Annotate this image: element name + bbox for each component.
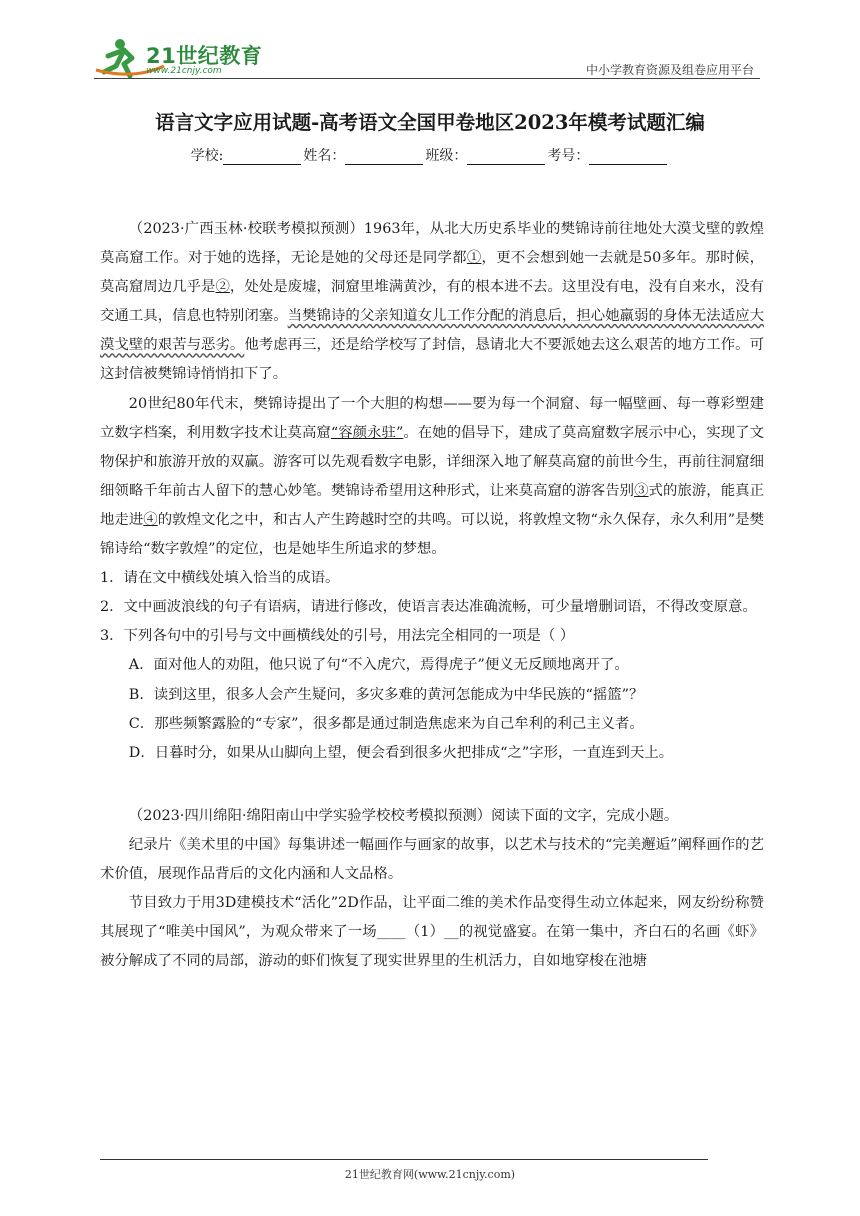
blank-3: ③ — [634, 482, 649, 499]
passage1-paragraph2: 20世纪80年代末，樊锦诗提出了一个大胆的构想——要为每一个洞窟、每一幅壁画、每一尊彩塑建立数字档案，利用数字技术让莫高窟“容颜永驻”。在她的倡导下，建成了莫高窟数字展示中心，实现了文物保护和旅游开放的双赢。游客可以先观看数字电影，详细深入地了解莫高窟的前世今生，再前往洞窟细细领略千年前古人留下的慧心妙笔。樊锦诗希望用这种形式，让来莫高窟的游客告别③式的旅游，能真正地走进④的敦煌文化之中，和古人产生跨越时空的共鸣。可以说，将敦煌文物“永久保存，永久利用”是樊锦诗给“数字敦煌”的定位，也是她毕生所追求的梦想。 — [100, 395, 764, 558]
question-1: 1．请在文中横线处填入恰当的成语。 — [100, 570, 340, 587]
logo-url: www.21cnjy.com — [146, 66, 222, 76]
option-a: A．面对他人的劝阻，他只说了句“不入虎穴，焉得虎子”便义无反顾地离开了。 — [128, 657, 629, 674]
class-field[interactable] — [467, 150, 545, 165]
platform-label: 中小学教育资源及组卷应用平台 — [585, 63, 754, 77]
passage1-paragraph1: （2023·广西玉林·校联考模拟预测）1963年，从北大历史系毕业的樊锦诗前往地处大漠戈壁的敦煌莫高窟工作。对于她的选择，无论是她的父母还是同学都①，更不会想到她一去就是50多年。那时候，莫高窟周边几乎是②，处处是废墟，洞窟里堆满黄沙，有的根本进不去。这里没有电，没有自来水，没有交通工具，信息也特别闭塞。当樊锦诗的父亲知道女儿工作分配的消息后，担心她羸弱的身体无法适应大漠戈壁的艰苦与恶劣。他考虑再三，还是给学校写了封信，恳请北大不要派她去这么艰苦的地方工作。可这封信被樊锦诗悄悄扣下了。 — [100, 221, 764, 383]
header-divider — [94, 78, 760, 79]
school-field[interactable] — [223, 150, 301, 165]
number-label: 考号： — [547, 148, 590, 164]
footer-text: 21世纪教育网(www.21cnjy.com) — [344, 1168, 516, 1181]
section-gap — [100, 768, 764, 802]
blank-2: ② — [215, 279, 230, 296]
passage2-intro: （2023·四川绵阳·绵阳南山中学实验学校校考模拟预测）阅读下面的文字，完成小题。 — [128, 807, 679, 824]
number-field[interactable] — [589, 150, 667, 165]
footer-divider — [100, 1159, 708, 1160]
blank-1: ① — [466, 250, 482, 267]
blank-p2-1: ____（1）__ — [376, 924, 459, 941]
option-b: B．读到这里，很多人会产生疑问，多灾多难的黄河怎能成为中华民族的“摇篮”？ — [128, 686, 644, 703]
option-c: C．那些频繁露脸的“专家”，很多都是通过制造焦虑来为自己牟利的利己主义者。 — [128, 715, 644, 732]
passage2-paragraph2: 节目致力于用3D建模技术“活化”2D作品，让平面二维的美术作品变得生动立体起来，网友纷纷称赞其展现了“唯美中国风”，为观众带来了一场____（1）__的视觉盛宴。在第一集中，齐白石的名画《虾》被分解成了不同的局部，游动的虾们恢复了现实世界里的生机活力，自如地穿梭在池塘 — [100, 895, 764, 970]
class-label: 班级： — [425, 148, 468, 164]
name-label: 姓名： — [303, 148, 346, 164]
question-2: 2．文中画波浪线的句子有语病，请进行修改，使语言表达准确流畅，可少量增删词语，不得改变原意。 — [100, 599, 757, 616]
underlined-quote: “容颜永驻” — [330, 424, 404, 441]
page-title: 语言文字应用试题-高考语文全国甲卷地区2023年模考试题汇编 — [155, 111, 705, 134]
logo-text: 21世纪教育 — [146, 44, 263, 68]
blank-4: ④ — [143, 511, 158, 528]
option-d: D．日暮时分，如果从山脚向上望，便会看到很多火把排成“之”字形，一直连到天上。 — [128, 744, 674, 761]
question-content — [100, 215, 764, 976]
school-label: 学校: — [190, 148, 224, 164]
student-info-row — [0, 145, 860, 165]
passage2-paragraph1: 纪录片《美术里的中国》每集讲述一幅画作与画家的故事，以艺术与技术的“完美邂逅”阐释画作的艺术价值，展现作品背后的文化内涵和人文品格。 — [100, 836, 764, 882]
question-3: 3．下列各句中的引号与文中画横线处的引号，用法完全相同的一项是（ ） — [100, 628, 575, 645]
wavy-sentence: 当樊锦诗的父亲知道女儿工作分配的消息后，担心她羸弱的身体无法适应大漠戈壁的艰苦与恶劣。 — [100, 308, 764, 354]
name-field[interactable] — [345, 150, 423, 165]
